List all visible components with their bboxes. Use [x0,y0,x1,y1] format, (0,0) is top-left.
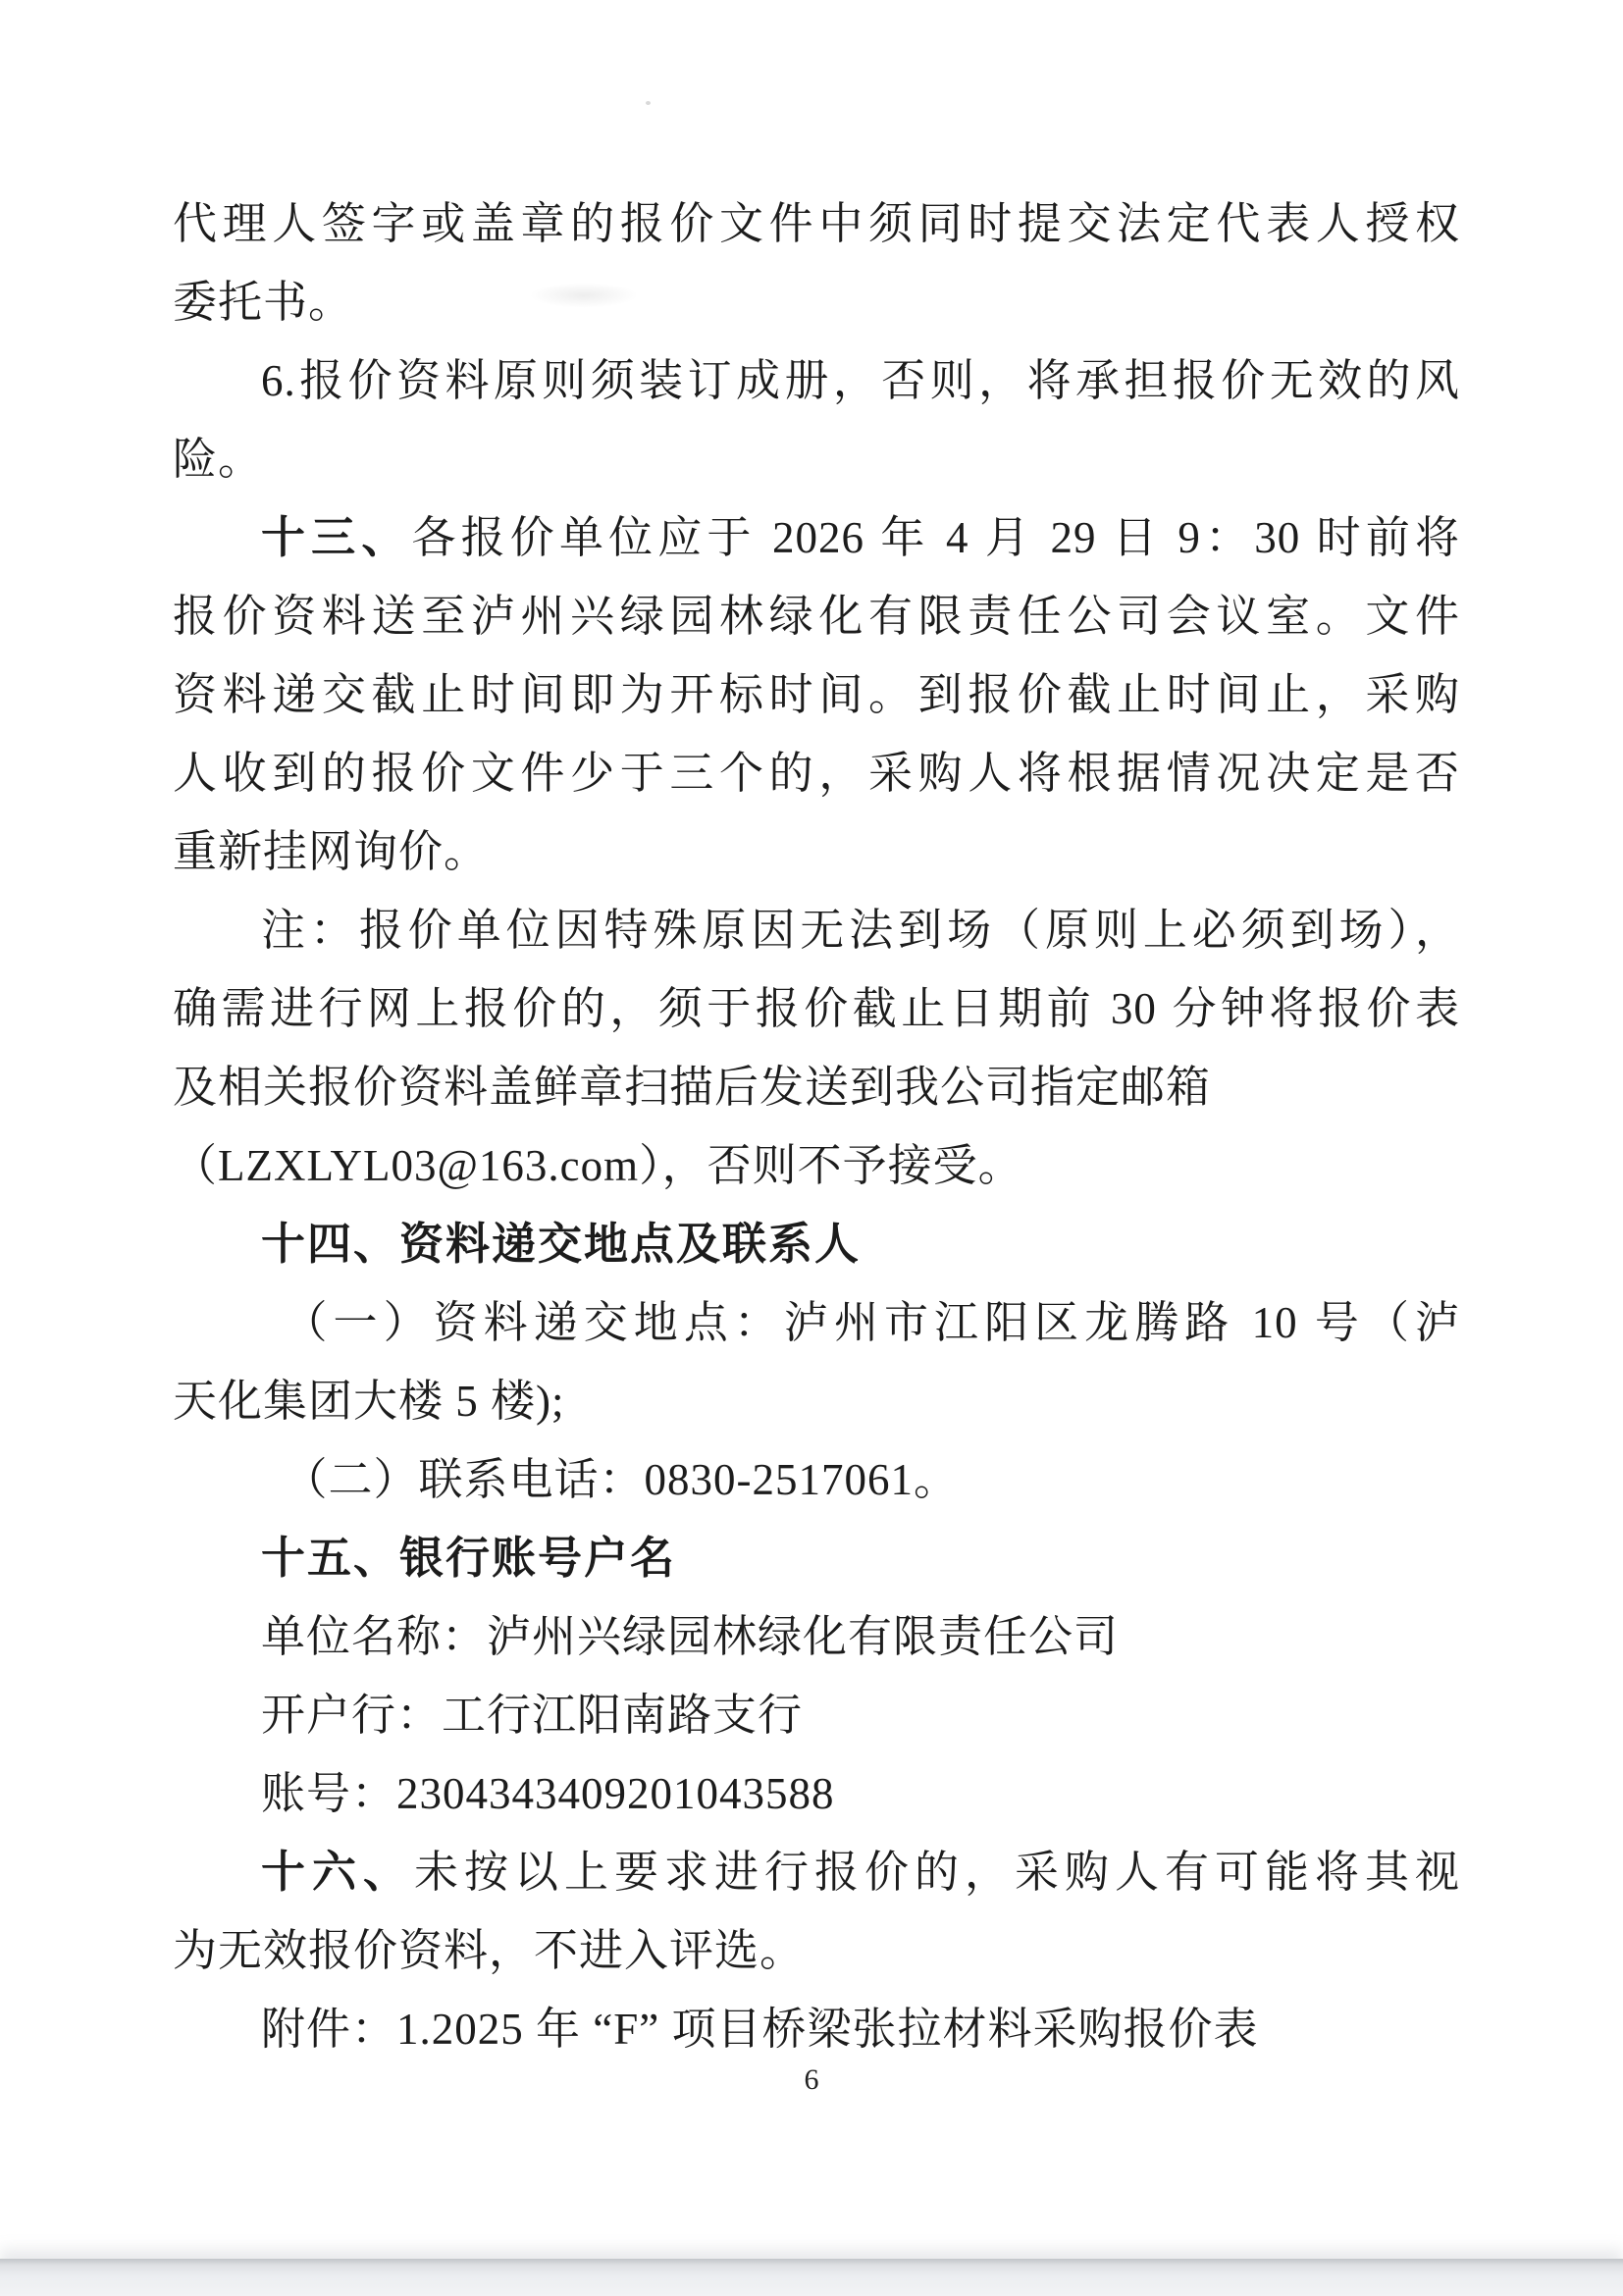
text-line [173,734,1460,812]
text-segment: 代理人签字或盖章的报价文件中须同时提交法定代表人授权 [173,199,1460,248]
text-line [173,812,1460,891]
text-segment: 未按以上要求进行报价的，采购人有可能将其视 [414,1848,1460,1897]
text-segment: 6.报价资料原则须装订成册，否则，将承担报价无效的风 [261,356,1460,405]
bold-text-segment: 十六、 [261,1847,414,1897]
scan-speck [646,101,651,105]
text-line [173,1362,1460,1440]
text-segment: 报价资料送至泸州兴绿园林绿化有限责任公司会议室。文件 [173,592,1460,641]
text-segment: 资料递交截止时间即为开标时间。到报价截止时间止，采购 [173,670,1460,719]
text-segment: （LZXLYL03@163.com），否则不予接受。 [173,1141,1023,1190]
text-segment: 人收到的报价文件少于三个的，采购人将根据情况决定是否 [173,749,1460,798]
text-line [173,655,1460,734]
page-number: 6 [804,2063,819,2096]
text-line [173,1205,1460,1283]
bold-text-segment: 十四、资料递交地点及联系人 [261,1219,862,1269]
text-segment: 委托书。 [173,278,354,327]
text-segment: 确需进行网上报价的，须于报价截止日期前 30 分钟将报价表 [173,984,1460,1033]
text-line [173,498,1460,577]
text-segment: 险。 [173,435,264,484]
text-line [173,1676,1460,1754]
text-line [173,341,1460,420]
text-segment: 及相关报价资料盖鲜章扫描后发送到我公司指定邮箱 [173,1063,1212,1112]
text-line [173,1990,1460,2068]
text-segment: （二）联系电话：0830-2517061。 [283,1455,959,1504]
text-line [173,1440,1460,1519]
text-segment: （一）资料递交地点：泸州市江阳区龙腾路 10 号（泸 [283,1298,1460,1347]
text-line [173,1048,1460,1126]
text-line [173,1126,1460,1205]
bold-text-segment: 十三、 [261,512,412,562]
text-line [173,263,1460,341]
text-line [173,577,1460,655]
text-segment: 重新挂网询价。 [173,827,490,876]
scanned-page-bottom-edge [0,2259,1623,2296]
text-line [173,1519,1460,1597]
text-segment: 各报价单位应于 2026 年 4 月 29 日 9：30 时前将 [411,513,1460,562]
text-line [173,420,1460,498]
text-segment: 单位名称：泸州兴绿园林绿化有限责任公司 [261,1612,1120,1661]
text-line [173,1754,1460,1833]
text-line [173,1597,1460,1676]
text-line [173,1283,1460,1362]
text-line [173,891,1460,969]
document-body [173,184,1460,2068]
bold-text-segment: 十五、银行账号户名 [261,1533,677,1583]
text-line [173,969,1460,1048]
text-segment: 账号：2304343409201043588 [261,1769,835,1818]
text-segment: 附件：1.2025 年 “F” 项目桥梁张拉材料采购报价表 [261,2005,1259,2054]
text-segment: 天化集团大楼 5 楼); [173,1377,565,1426]
text-line [173,1833,1460,1911]
text-line [173,1911,1460,1990]
text-line [173,184,1460,263]
text-segment: 注：报价单位因特殊原因无法到场（原则上必须到场）， [261,906,1460,955]
text-segment: 开户行：工行江阳南路支行 [261,1691,804,1740]
text-segment: 为无效报价资料，不进入评选。 [173,1926,806,1975]
